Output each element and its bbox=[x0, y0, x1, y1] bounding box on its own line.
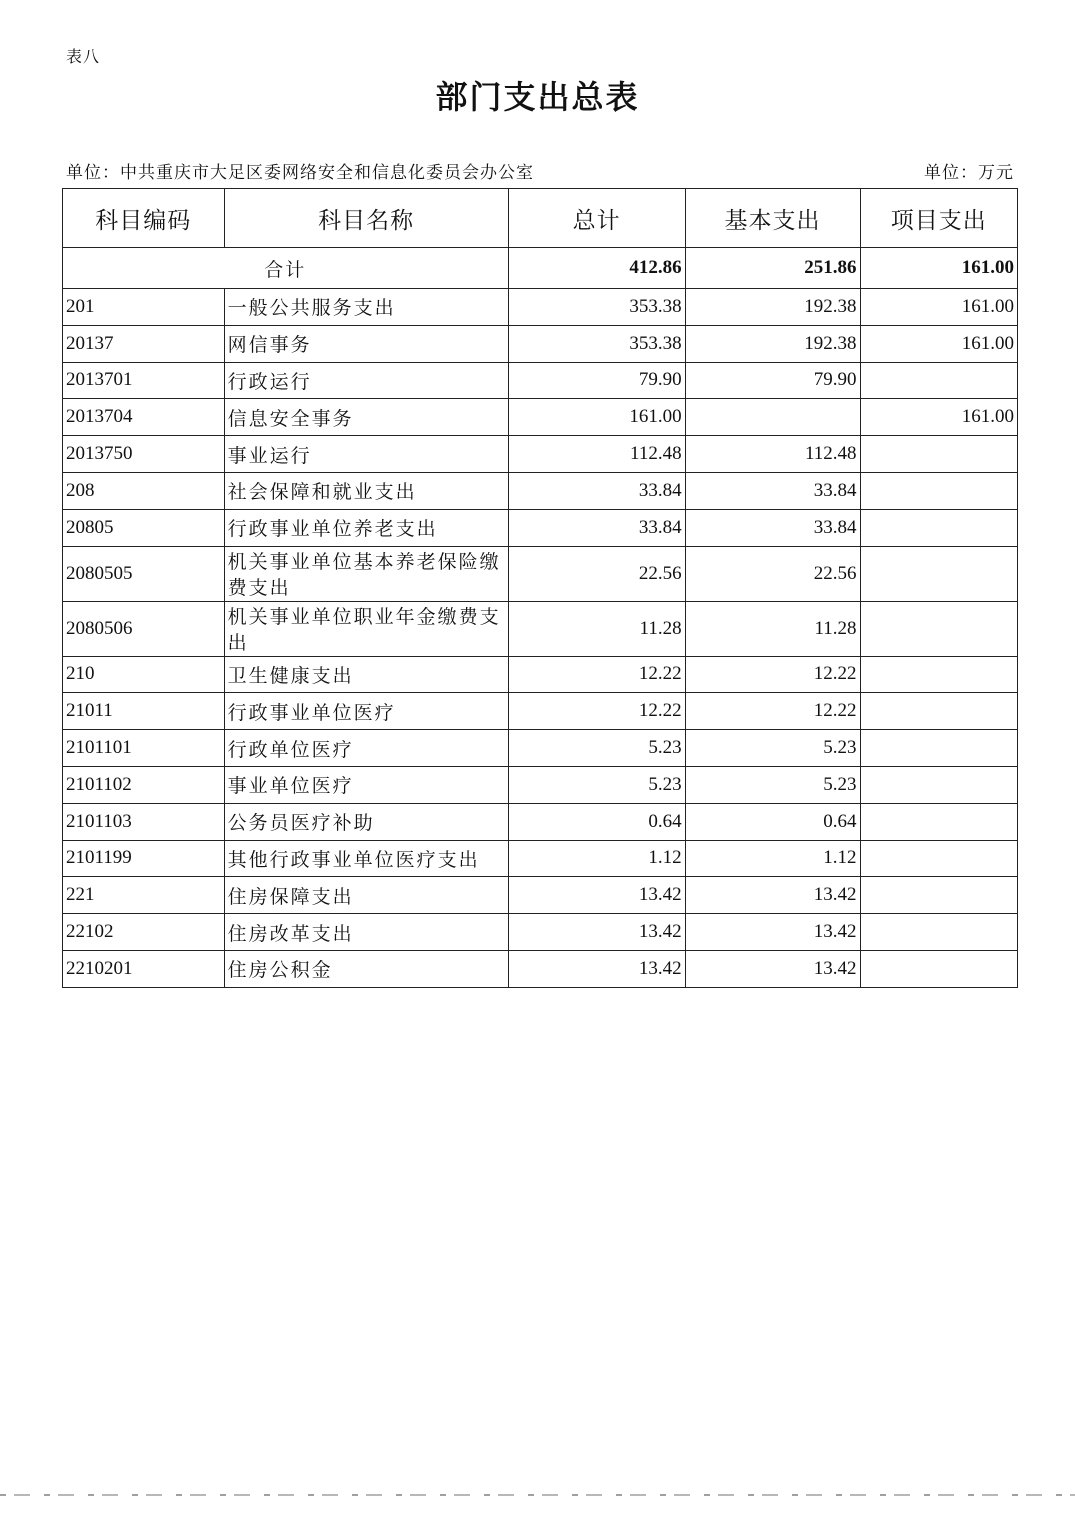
header-project: 项目支出 bbox=[860, 189, 1017, 248]
total-label: 合计 bbox=[63, 248, 509, 289]
row-name: 信息安全事务 bbox=[224, 399, 508, 436]
row-project bbox=[860, 730, 1017, 767]
table-row bbox=[63, 399, 1018, 436]
row-total: 353.38 bbox=[508, 325, 685, 362]
table-row bbox=[63, 766, 1018, 803]
row-name: 网信事务 bbox=[224, 325, 508, 362]
row-name: 公务员医疗补助 bbox=[224, 803, 508, 840]
unit-organization: 单位：中共重庆市大足区委网络安全和信息化委员会办公室 bbox=[66, 163, 534, 183]
expense-table bbox=[62, 188, 1018, 988]
row-code: 22102 bbox=[63, 914, 225, 951]
row-code: 201 bbox=[63, 289, 225, 326]
header-name: 科目名称 bbox=[224, 189, 508, 248]
table-row bbox=[63, 325, 1018, 362]
row-project: 161.00 bbox=[860, 399, 1017, 436]
row-project bbox=[860, 472, 1017, 509]
row-name: 行政事业单位养老支出 bbox=[224, 509, 508, 546]
row-basic: 12.22 bbox=[685, 693, 860, 730]
row-name: 住房保障支出 bbox=[224, 877, 508, 914]
table-row bbox=[63, 656, 1018, 693]
form-number-label: 表八 bbox=[66, 47, 101, 66]
row-project: 161.00 bbox=[860, 289, 1017, 326]
row-name: 卫生健康支出 bbox=[224, 656, 508, 693]
row-basic: 22.56 bbox=[685, 546, 860, 601]
row-basic: 33.84 bbox=[685, 509, 860, 546]
row-code: 2210201 bbox=[63, 950, 225, 987]
row-total: 33.84 bbox=[508, 472, 685, 509]
row-total: 161.00 bbox=[508, 399, 685, 436]
row-basic: 79.90 bbox=[685, 362, 860, 399]
row-project bbox=[860, 877, 1017, 914]
row-code: 2080506 bbox=[63, 601, 225, 656]
row-code: 2013701 bbox=[63, 362, 225, 399]
row-code: 20137 bbox=[63, 325, 225, 362]
row-name: 行政单位医疗 bbox=[224, 730, 508, 767]
row-basic: 192.38 bbox=[685, 325, 860, 362]
row-name: 行政事业单位医疗 bbox=[224, 693, 508, 730]
row-code: 2080505 bbox=[63, 546, 225, 601]
row-name: 社会保障和就业支出 bbox=[224, 472, 508, 509]
row-basic: 12.22 bbox=[685, 656, 860, 693]
row-total: 22.56 bbox=[508, 546, 685, 601]
row-basic: 13.42 bbox=[685, 950, 860, 987]
row-basic: 13.42 bbox=[685, 914, 860, 951]
table-row bbox=[63, 803, 1018, 840]
row-project bbox=[860, 914, 1017, 951]
row-code: 2101102 bbox=[63, 766, 225, 803]
table-row bbox=[63, 362, 1018, 399]
row-basic: 11.28 bbox=[685, 601, 860, 656]
row-name: 机关事业单位基本养老保险缴费支出 bbox=[224, 546, 508, 601]
table-row bbox=[63, 509, 1018, 546]
row-code: 2101199 bbox=[63, 840, 225, 877]
document-title: 部门支出总表 bbox=[435, 78, 640, 116]
total-basic: 251.86 bbox=[685, 248, 860, 289]
total-row bbox=[63, 248, 1018, 289]
row-project bbox=[860, 840, 1017, 877]
row-name: 住房公积金 bbox=[224, 950, 508, 987]
table-row bbox=[63, 840, 1018, 877]
table-row bbox=[63, 546, 1018, 601]
total-sum: 412.86 bbox=[508, 248, 685, 289]
row-total: 33.84 bbox=[508, 509, 685, 546]
row-project bbox=[860, 656, 1017, 693]
row-basic: 5.23 bbox=[685, 730, 860, 767]
row-code: 221 bbox=[63, 877, 225, 914]
row-project bbox=[860, 693, 1017, 730]
row-total: 13.42 bbox=[508, 950, 685, 987]
header-basic: 基本支出 bbox=[685, 189, 860, 248]
row-basic: 192.38 bbox=[685, 289, 860, 326]
row-code: 2101103 bbox=[63, 803, 225, 840]
table-row bbox=[63, 693, 1018, 730]
row-project bbox=[860, 546, 1017, 601]
header-total: 总计 bbox=[508, 189, 685, 248]
row-code: 208 bbox=[63, 472, 225, 509]
row-name: 其他行政事业单位医疗支出 bbox=[224, 840, 508, 877]
row-project bbox=[860, 803, 1017, 840]
row-code: 210 bbox=[63, 656, 225, 693]
row-total: 12.22 bbox=[508, 656, 685, 693]
row-name: 住房改革支出 bbox=[224, 914, 508, 951]
row-total: 13.42 bbox=[508, 914, 685, 951]
row-basic: 5.23 bbox=[685, 766, 860, 803]
row-total: 12.22 bbox=[508, 693, 685, 730]
row-name: 事业单位医疗 bbox=[224, 766, 508, 803]
table-row bbox=[63, 877, 1018, 914]
row-code: 21011 bbox=[63, 693, 225, 730]
unit-currency: 单位：万元 bbox=[924, 163, 1014, 183]
row-name: 事业运行 bbox=[224, 436, 508, 473]
table-row bbox=[63, 289, 1018, 326]
row-name: 一般公共服务支出 bbox=[224, 289, 508, 326]
row-total: 79.90 bbox=[508, 362, 685, 399]
row-basic: 13.42 bbox=[685, 877, 860, 914]
row-basic: 0.64 bbox=[685, 803, 860, 840]
row-project: 161.00 bbox=[860, 325, 1017, 362]
row-basic: 33.84 bbox=[685, 472, 860, 509]
row-total: 5.23 bbox=[508, 730, 685, 767]
unit-line bbox=[66, 158, 1014, 183]
table-row bbox=[63, 436, 1018, 473]
row-name: 行政运行 bbox=[224, 362, 508, 399]
row-basic bbox=[685, 399, 860, 436]
row-project bbox=[860, 601, 1017, 656]
row-total: 13.42 bbox=[508, 877, 685, 914]
row-name: 机关事业单位职业年金缴费支出 bbox=[224, 601, 508, 656]
row-code: 2013750 bbox=[63, 436, 225, 473]
row-total: 112.48 bbox=[508, 436, 685, 473]
table-row bbox=[63, 950, 1018, 987]
scan-edge-artifact bbox=[0, 1494, 1075, 1496]
table-row bbox=[63, 914, 1018, 951]
total-project: 161.00 bbox=[860, 248, 1017, 289]
row-code: 2101101 bbox=[63, 730, 225, 767]
row-code: 2013704 bbox=[63, 399, 225, 436]
row-project bbox=[860, 509, 1017, 546]
row-code: 20805 bbox=[63, 509, 225, 546]
row-basic: 1.12 bbox=[685, 840, 860, 877]
row-total: 5.23 bbox=[508, 766, 685, 803]
table-row bbox=[63, 601, 1018, 656]
row-total: 11.28 bbox=[508, 601, 685, 656]
row-project bbox=[860, 436, 1017, 473]
row-total: 353.38 bbox=[508, 289, 685, 326]
header-code: 科目编码 bbox=[63, 189, 225, 248]
row-project bbox=[860, 766, 1017, 803]
table-row bbox=[63, 730, 1018, 767]
table-row bbox=[63, 472, 1018, 509]
table-header-row bbox=[63, 189, 1018, 248]
row-total: 1.12 bbox=[508, 840, 685, 877]
row-basic: 112.48 bbox=[685, 436, 860, 473]
row-project bbox=[860, 362, 1017, 399]
row-project bbox=[860, 950, 1017, 987]
row-total: 0.64 bbox=[508, 803, 685, 840]
